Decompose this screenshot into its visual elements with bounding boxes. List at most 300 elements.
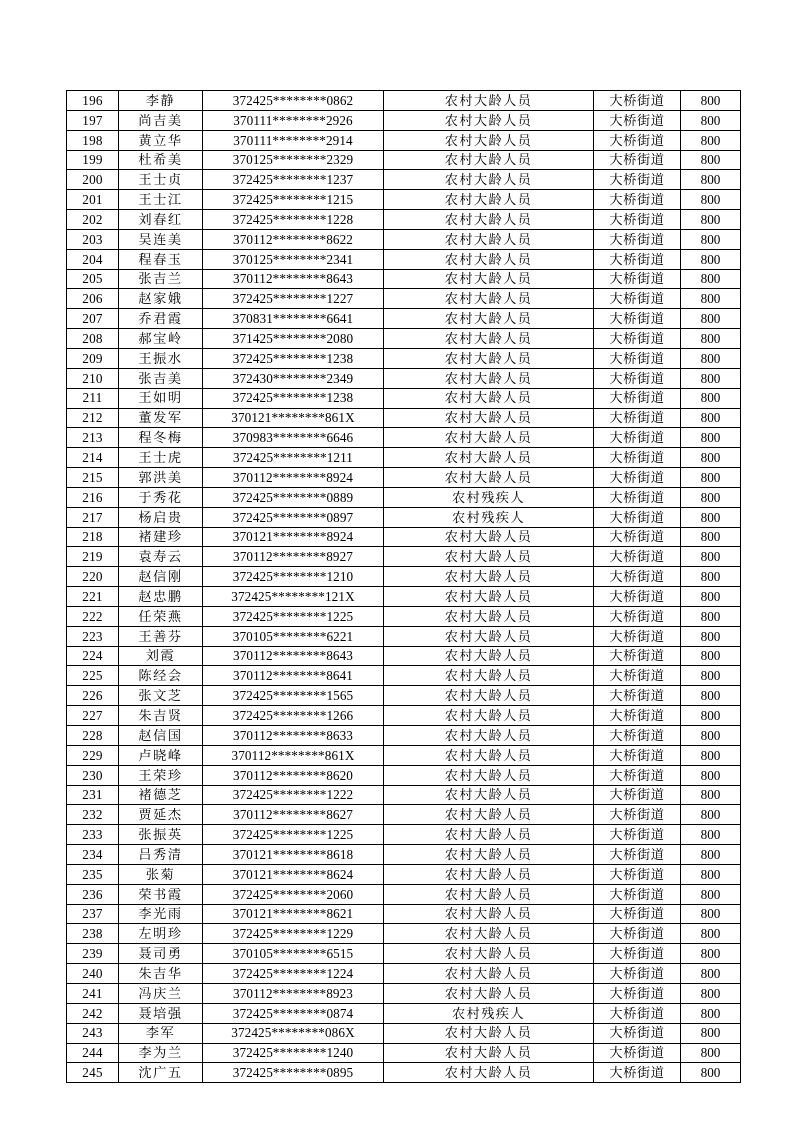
row-amount: 800 (681, 864, 741, 884)
row-amount: 800 (681, 745, 741, 765)
row-id-number: 372425********1225 (203, 606, 384, 626)
row-seq-number: 236 (67, 884, 119, 904)
row-person-name: 黄立华 (119, 130, 203, 150)
table-row (67, 706, 741, 726)
row-person-name: 杨启贵 (119, 507, 203, 527)
row-street: 大桥街道 (594, 91, 681, 111)
row-seq-number: 231 (67, 785, 119, 805)
row-person-name: 聂培强 (119, 1003, 203, 1023)
row-seq-number: 202 (67, 210, 119, 230)
row-street: 大桥街道 (594, 388, 681, 408)
row-id-number: 371425********2080 (203, 329, 384, 349)
row-category: 农村大龄人员 (384, 329, 594, 349)
row-category: 农村残疾人 (384, 507, 594, 527)
row-id-number: 372425********1240 (203, 1043, 384, 1063)
row-street: 大桥街道 (594, 924, 681, 944)
row-amount: 800 (681, 765, 741, 785)
table-row (67, 964, 741, 984)
table-row (67, 745, 741, 765)
row-street: 大桥街道 (594, 726, 681, 746)
row-id-number: 372425********1225 (203, 825, 384, 845)
row-seq-number: 217 (67, 507, 119, 527)
table-row (67, 448, 741, 468)
row-person-name: 王士虎 (119, 448, 203, 468)
row-person-name: 刘春红 (119, 210, 203, 230)
row-id-number: 372425********1237 (203, 170, 384, 190)
table-row (67, 864, 741, 884)
row-amount: 800 (681, 646, 741, 666)
row-person-name: 张文芝 (119, 686, 203, 706)
row-amount: 800 (681, 983, 741, 1003)
row-category: 农村大龄人员 (384, 666, 594, 686)
row-person-name: 张吉兰 (119, 269, 203, 289)
row-id-number: 372425********1222 (203, 785, 384, 805)
row-person-name: 刘霞 (119, 646, 203, 666)
table-row (67, 190, 741, 210)
table-row (67, 547, 741, 567)
row-street: 大桥街道 (594, 864, 681, 884)
row-seq-number: 213 (67, 428, 119, 448)
row-category: 农村大龄人员 (384, 269, 594, 289)
row-amount: 800 (681, 1043, 741, 1063)
row-seq-number: 227 (67, 706, 119, 726)
row-person-name: 朱吉贤 (119, 706, 203, 726)
row-amount: 800 (681, 368, 741, 388)
row-category: 农村大龄人员 (384, 983, 594, 1003)
row-person-name: 吴连美 (119, 229, 203, 249)
row-id-number: 372425********0862 (203, 91, 384, 111)
row-amount: 800 (681, 448, 741, 468)
table-row (67, 229, 741, 249)
row-seq-number: 210 (67, 368, 119, 388)
row-seq-number: 222 (67, 606, 119, 626)
row-street: 大桥街道 (594, 130, 681, 150)
row-seq-number: 200 (67, 170, 119, 190)
row-id-number: 372425********1266 (203, 706, 384, 726)
roster-table-body (67, 91, 741, 1083)
table-row (67, 309, 741, 329)
row-id-number: 370125********2341 (203, 249, 384, 269)
table-row (67, 170, 741, 190)
row-person-name: 乔君霞 (119, 309, 203, 329)
row-amount: 800 (681, 626, 741, 646)
row-category: 农村大龄人员 (384, 527, 594, 547)
roster-table (66, 90, 741, 1083)
row-category: 农村大龄人员 (384, 348, 594, 368)
row-seq-number: 240 (67, 964, 119, 984)
row-person-name: 李为兰 (119, 1043, 203, 1063)
row-person-name: 赵信国 (119, 726, 203, 746)
row-person-name: 郭洪美 (119, 468, 203, 488)
row-street: 大桥街道 (594, 666, 681, 686)
row-seq-number: 214 (67, 448, 119, 468)
row-amount: 800 (681, 1063, 741, 1083)
row-amount: 800 (681, 666, 741, 686)
row-street: 大桥街道 (594, 845, 681, 865)
row-street: 大桥街道 (594, 448, 681, 468)
table-row (67, 726, 741, 746)
row-seq-number: 237 (67, 904, 119, 924)
row-seq-number: 235 (67, 864, 119, 884)
row-seq-number: 234 (67, 845, 119, 865)
row-person-name: 郝宝岭 (119, 329, 203, 349)
row-street: 大桥街道 (594, 150, 681, 170)
row-person-name: 朱吉华 (119, 964, 203, 984)
row-amount: 800 (681, 487, 741, 507)
row-amount: 800 (681, 567, 741, 587)
row-seq-number: 196 (67, 91, 119, 111)
table-row (67, 666, 741, 686)
row-street: 大桥街道 (594, 1043, 681, 1063)
row-category: 农村大龄人员 (384, 448, 594, 468)
table-row (67, 487, 741, 507)
row-seq-number: 212 (67, 408, 119, 428)
row-category: 农村大龄人员 (384, 408, 594, 428)
row-person-name: 李军 (119, 1023, 203, 1043)
row-category: 农村大龄人员 (384, 130, 594, 150)
row-category: 农村大龄人员 (384, 368, 594, 388)
row-street: 大桥街道 (594, 527, 681, 547)
row-id-number: 370112********8641 (203, 666, 384, 686)
row-category: 农村大龄人员 (384, 944, 594, 964)
row-seq-number: 197 (67, 110, 119, 130)
row-category: 农村大龄人员 (384, 190, 594, 210)
row-id-number: 370112********8620 (203, 765, 384, 785)
row-street: 大桥街道 (594, 348, 681, 368)
row-category: 农村大龄人员 (384, 309, 594, 329)
row-amount: 800 (681, 130, 741, 150)
row-seq-number: 232 (67, 805, 119, 825)
row-person-name: 袁寿云 (119, 547, 203, 567)
row-id-number: 370112********8622 (203, 229, 384, 249)
table-row (67, 587, 741, 607)
row-category: 农村大龄人员 (384, 428, 594, 448)
row-seq-number: 242 (67, 1003, 119, 1023)
row-person-name: 任荣燕 (119, 606, 203, 626)
row-category: 农村大龄人员 (384, 229, 594, 249)
row-id-number: 370105********6221 (203, 626, 384, 646)
row-category: 农村大龄人员 (384, 805, 594, 825)
row-amount: 800 (681, 547, 741, 567)
row-category: 农村大龄人员 (384, 606, 594, 626)
row-id-number: 372425********0874 (203, 1003, 384, 1023)
row-category: 农村大龄人员 (384, 904, 594, 924)
table-row (67, 944, 741, 964)
table-row (67, 1043, 741, 1063)
row-person-name: 左明珍 (119, 924, 203, 944)
row-amount: 800 (681, 606, 741, 626)
row-amount: 800 (681, 507, 741, 527)
row-street: 大桥街道 (594, 765, 681, 785)
row-seq-number: 203 (67, 229, 119, 249)
row-street: 大桥街道 (594, 269, 681, 289)
row-seq-number: 218 (67, 527, 119, 547)
row-street: 大桥街道 (594, 408, 681, 428)
table-row (67, 686, 741, 706)
row-street: 大桥街道 (594, 805, 681, 825)
row-street: 大桥街道 (594, 468, 681, 488)
row-street: 大桥街道 (594, 368, 681, 388)
row-person-name: 王如明 (119, 388, 203, 408)
row-amount: 800 (681, 785, 741, 805)
row-id-number: 370112********8633 (203, 726, 384, 746)
row-street: 大桥街道 (594, 904, 681, 924)
row-category: 农村大龄人员 (384, 626, 594, 646)
row-category: 农村残疾人 (384, 487, 594, 507)
table-row (67, 468, 741, 488)
row-id-number: 370125********2329 (203, 150, 384, 170)
row-seq-number: 198 (67, 130, 119, 150)
row-amount: 800 (681, 150, 741, 170)
row-amount: 800 (681, 329, 741, 349)
row-street: 大桥街道 (594, 170, 681, 190)
row-person-name: 程冬梅 (119, 428, 203, 448)
row-category: 农村大龄人员 (384, 110, 594, 130)
row-id-number: 372425********1211 (203, 448, 384, 468)
row-amount: 800 (681, 587, 741, 607)
row-category: 农村大龄人员 (384, 1043, 594, 1063)
row-street: 大桥街道 (594, 309, 681, 329)
table-row (67, 765, 741, 785)
row-street: 大桥街道 (594, 507, 681, 527)
row-category: 农村大龄人员 (384, 825, 594, 845)
table-row (67, 110, 741, 130)
table-row (67, 983, 741, 1003)
row-id-number: 370112********8643 (203, 269, 384, 289)
row-id-number: 370112********8627 (203, 805, 384, 825)
row-person-name: 张菊 (119, 864, 203, 884)
row-id-number: 372425********1565 (203, 686, 384, 706)
row-person-name: 张吉美 (119, 368, 203, 388)
row-category: 农村残疾人 (384, 1003, 594, 1023)
row-seq-number: 208 (67, 329, 119, 349)
row-amount: 800 (681, 726, 741, 746)
row-category: 农村大龄人员 (384, 587, 594, 607)
row-id-number: 372425********0895 (203, 1063, 384, 1083)
row-id-number: 372425********086X (203, 1023, 384, 1043)
row-amount: 800 (681, 348, 741, 368)
row-category: 农村大龄人员 (384, 388, 594, 408)
row-category: 农村大龄人员 (384, 845, 594, 865)
row-id-number: 372425********1210 (203, 567, 384, 587)
row-category: 农村大龄人员 (384, 547, 594, 567)
row-street: 大桥街道 (594, 964, 681, 984)
row-seq-number: 216 (67, 487, 119, 507)
row-category: 农村大龄人员 (384, 567, 594, 587)
row-person-name: 张振英 (119, 825, 203, 845)
row-person-name: 卢晓峰 (119, 745, 203, 765)
row-id-number: 372425********1229 (203, 924, 384, 944)
row-seq-number: 245 (67, 1063, 119, 1083)
table-row (67, 626, 741, 646)
row-amount: 800 (681, 269, 741, 289)
row-id-number: 370111********2914 (203, 130, 384, 150)
row-person-name: 王善芬 (119, 626, 203, 646)
table-row (67, 269, 741, 289)
row-seq-number: 219 (67, 547, 119, 567)
row-person-name: 贾延杰 (119, 805, 203, 825)
row-id-number: 372425********0897 (203, 507, 384, 527)
table-row (67, 567, 741, 587)
row-category: 农村大龄人员 (384, 745, 594, 765)
row-category: 农村大龄人员 (384, 289, 594, 309)
row-id-number: 372425********1227 (203, 289, 384, 309)
table-row (67, 428, 741, 448)
table-row (67, 924, 741, 944)
row-amount: 800 (681, 388, 741, 408)
row-amount: 800 (681, 309, 741, 329)
row-person-name: 冯庆兰 (119, 983, 203, 1003)
row-id-number: 370121********861X (203, 408, 384, 428)
table-row (67, 388, 741, 408)
row-person-name: 李光雨 (119, 904, 203, 924)
table-row (67, 606, 741, 626)
table-row (67, 329, 741, 349)
row-person-name: 王振水 (119, 348, 203, 368)
row-amount: 800 (681, 190, 741, 210)
row-seq-number: 244 (67, 1043, 119, 1063)
row-amount: 800 (681, 884, 741, 904)
row-category: 农村大龄人员 (384, 646, 594, 666)
row-street: 大桥街道 (594, 190, 681, 210)
row-seq-number: 220 (67, 567, 119, 587)
table-row (67, 904, 741, 924)
row-seq-number: 206 (67, 289, 119, 309)
table-row (67, 1003, 741, 1023)
table-row (67, 210, 741, 230)
row-seq-number: 209 (67, 348, 119, 368)
table-row (67, 646, 741, 666)
row-amount: 800 (681, 686, 741, 706)
row-category: 农村大龄人员 (384, 765, 594, 785)
row-person-name: 杜希美 (119, 150, 203, 170)
row-street: 大桥街道 (594, 329, 681, 349)
row-amount: 800 (681, 825, 741, 845)
row-person-name: 程春玉 (119, 249, 203, 269)
row-street: 大桥街道 (594, 1003, 681, 1023)
row-street: 大桥街道 (594, 249, 681, 269)
row-amount: 800 (681, 229, 741, 249)
table-row (67, 785, 741, 805)
row-category: 农村大龄人员 (384, 249, 594, 269)
table-row (67, 884, 741, 904)
row-amount: 800 (681, 408, 741, 428)
row-street: 大桥街道 (594, 944, 681, 964)
row-seq-number: 225 (67, 666, 119, 686)
row-id-number: 370111********2926 (203, 110, 384, 130)
row-seq-number: 207 (67, 309, 119, 329)
row-amount: 800 (681, 845, 741, 865)
row-category: 农村大龄人员 (384, 170, 594, 190)
row-seq-number: 205 (67, 269, 119, 289)
row-id-number: 370121********8624 (203, 864, 384, 884)
row-street: 大桥街道 (594, 606, 681, 626)
row-person-name: 沈广五 (119, 1063, 203, 1083)
row-amount: 800 (681, 110, 741, 130)
table-row (67, 527, 741, 547)
row-id-number: 370121********8618 (203, 845, 384, 865)
row-id-number: 372425********2060 (203, 884, 384, 904)
row-amount: 800 (681, 91, 741, 111)
row-amount: 800 (681, 468, 741, 488)
row-seq-number: 215 (67, 468, 119, 488)
row-id-number: 370112********861X (203, 745, 384, 765)
row-seq-number: 224 (67, 646, 119, 666)
row-seq-number: 241 (67, 983, 119, 1003)
row-street: 大桥街道 (594, 626, 681, 646)
row-street: 大桥街道 (594, 229, 681, 249)
row-person-name: 尚吉美 (119, 110, 203, 130)
row-seq-number: 204 (67, 249, 119, 269)
row-street: 大桥街道 (594, 825, 681, 845)
row-id-number: 370112********8923 (203, 983, 384, 1003)
row-category: 农村大龄人员 (384, 468, 594, 488)
row-seq-number: 239 (67, 944, 119, 964)
row-id-number: 370112********8927 (203, 547, 384, 567)
row-amount: 800 (681, 944, 741, 964)
row-category: 农村大龄人员 (384, 785, 594, 805)
row-amount: 800 (681, 924, 741, 944)
row-amount: 800 (681, 1023, 741, 1043)
row-seq-number: 230 (67, 765, 119, 785)
row-street: 大桥街道 (594, 210, 681, 230)
row-amount: 800 (681, 527, 741, 547)
row-person-name: 陈经会 (119, 666, 203, 686)
row-street: 大桥街道 (594, 428, 681, 448)
row-id-number: 370105********6515 (203, 944, 384, 964)
row-amount: 800 (681, 170, 741, 190)
row-category: 农村大龄人员 (384, 1063, 594, 1083)
row-amount: 800 (681, 904, 741, 924)
table-row (67, 845, 741, 865)
row-amount: 800 (681, 1003, 741, 1023)
row-category: 农村大龄人员 (384, 150, 594, 170)
row-seq-number: 199 (67, 150, 119, 170)
row-id-number: 370112********8924 (203, 468, 384, 488)
row-seq-number: 233 (67, 825, 119, 845)
row-category: 农村大龄人员 (384, 884, 594, 904)
row-street: 大桥街道 (594, 646, 681, 666)
row-seq-number: 238 (67, 924, 119, 944)
row-category: 农村大龄人员 (384, 924, 594, 944)
row-person-name: 李静 (119, 91, 203, 111)
table-row (67, 408, 741, 428)
row-person-name: 王士江 (119, 190, 203, 210)
row-person-name: 王荣珍 (119, 765, 203, 785)
row-id-number: 372425********1238 (203, 388, 384, 408)
row-category: 农村大龄人员 (384, 210, 594, 230)
row-seq-number: 221 (67, 587, 119, 607)
row-id-number: 372425********1228 (203, 210, 384, 230)
row-person-name: 赵忠鹏 (119, 587, 203, 607)
row-person-name: 王士贞 (119, 170, 203, 190)
row-amount: 800 (681, 289, 741, 309)
row-person-name: 赵家娥 (119, 289, 203, 309)
row-category: 农村大龄人员 (384, 706, 594, 726)
row-person-name: 于秀花 (119, 487, 203, 507)
table-row (67, 348, 741, 368)
row-id-number: 372425********0889 (203, 487, 384, 507)
table-row (67, 825, 741, 845)
row-amount: 800 (681, 706, 741, 726)
table-row (67, 130, 741, 150)
row-person-name: 聂司勇 (119, 944, 203, 964)
row-amount: 800 (681, 428, 741, 448)
row-seq-number: 223 (67, 626, 119, 646)
row-street: 大桥街道 (594, 1063, 681, 1083)
row-id-number: 370983********6646 (203, 428, 384, 448)
row-street: 大桥街道 (594, 1023, 681, 1043)
